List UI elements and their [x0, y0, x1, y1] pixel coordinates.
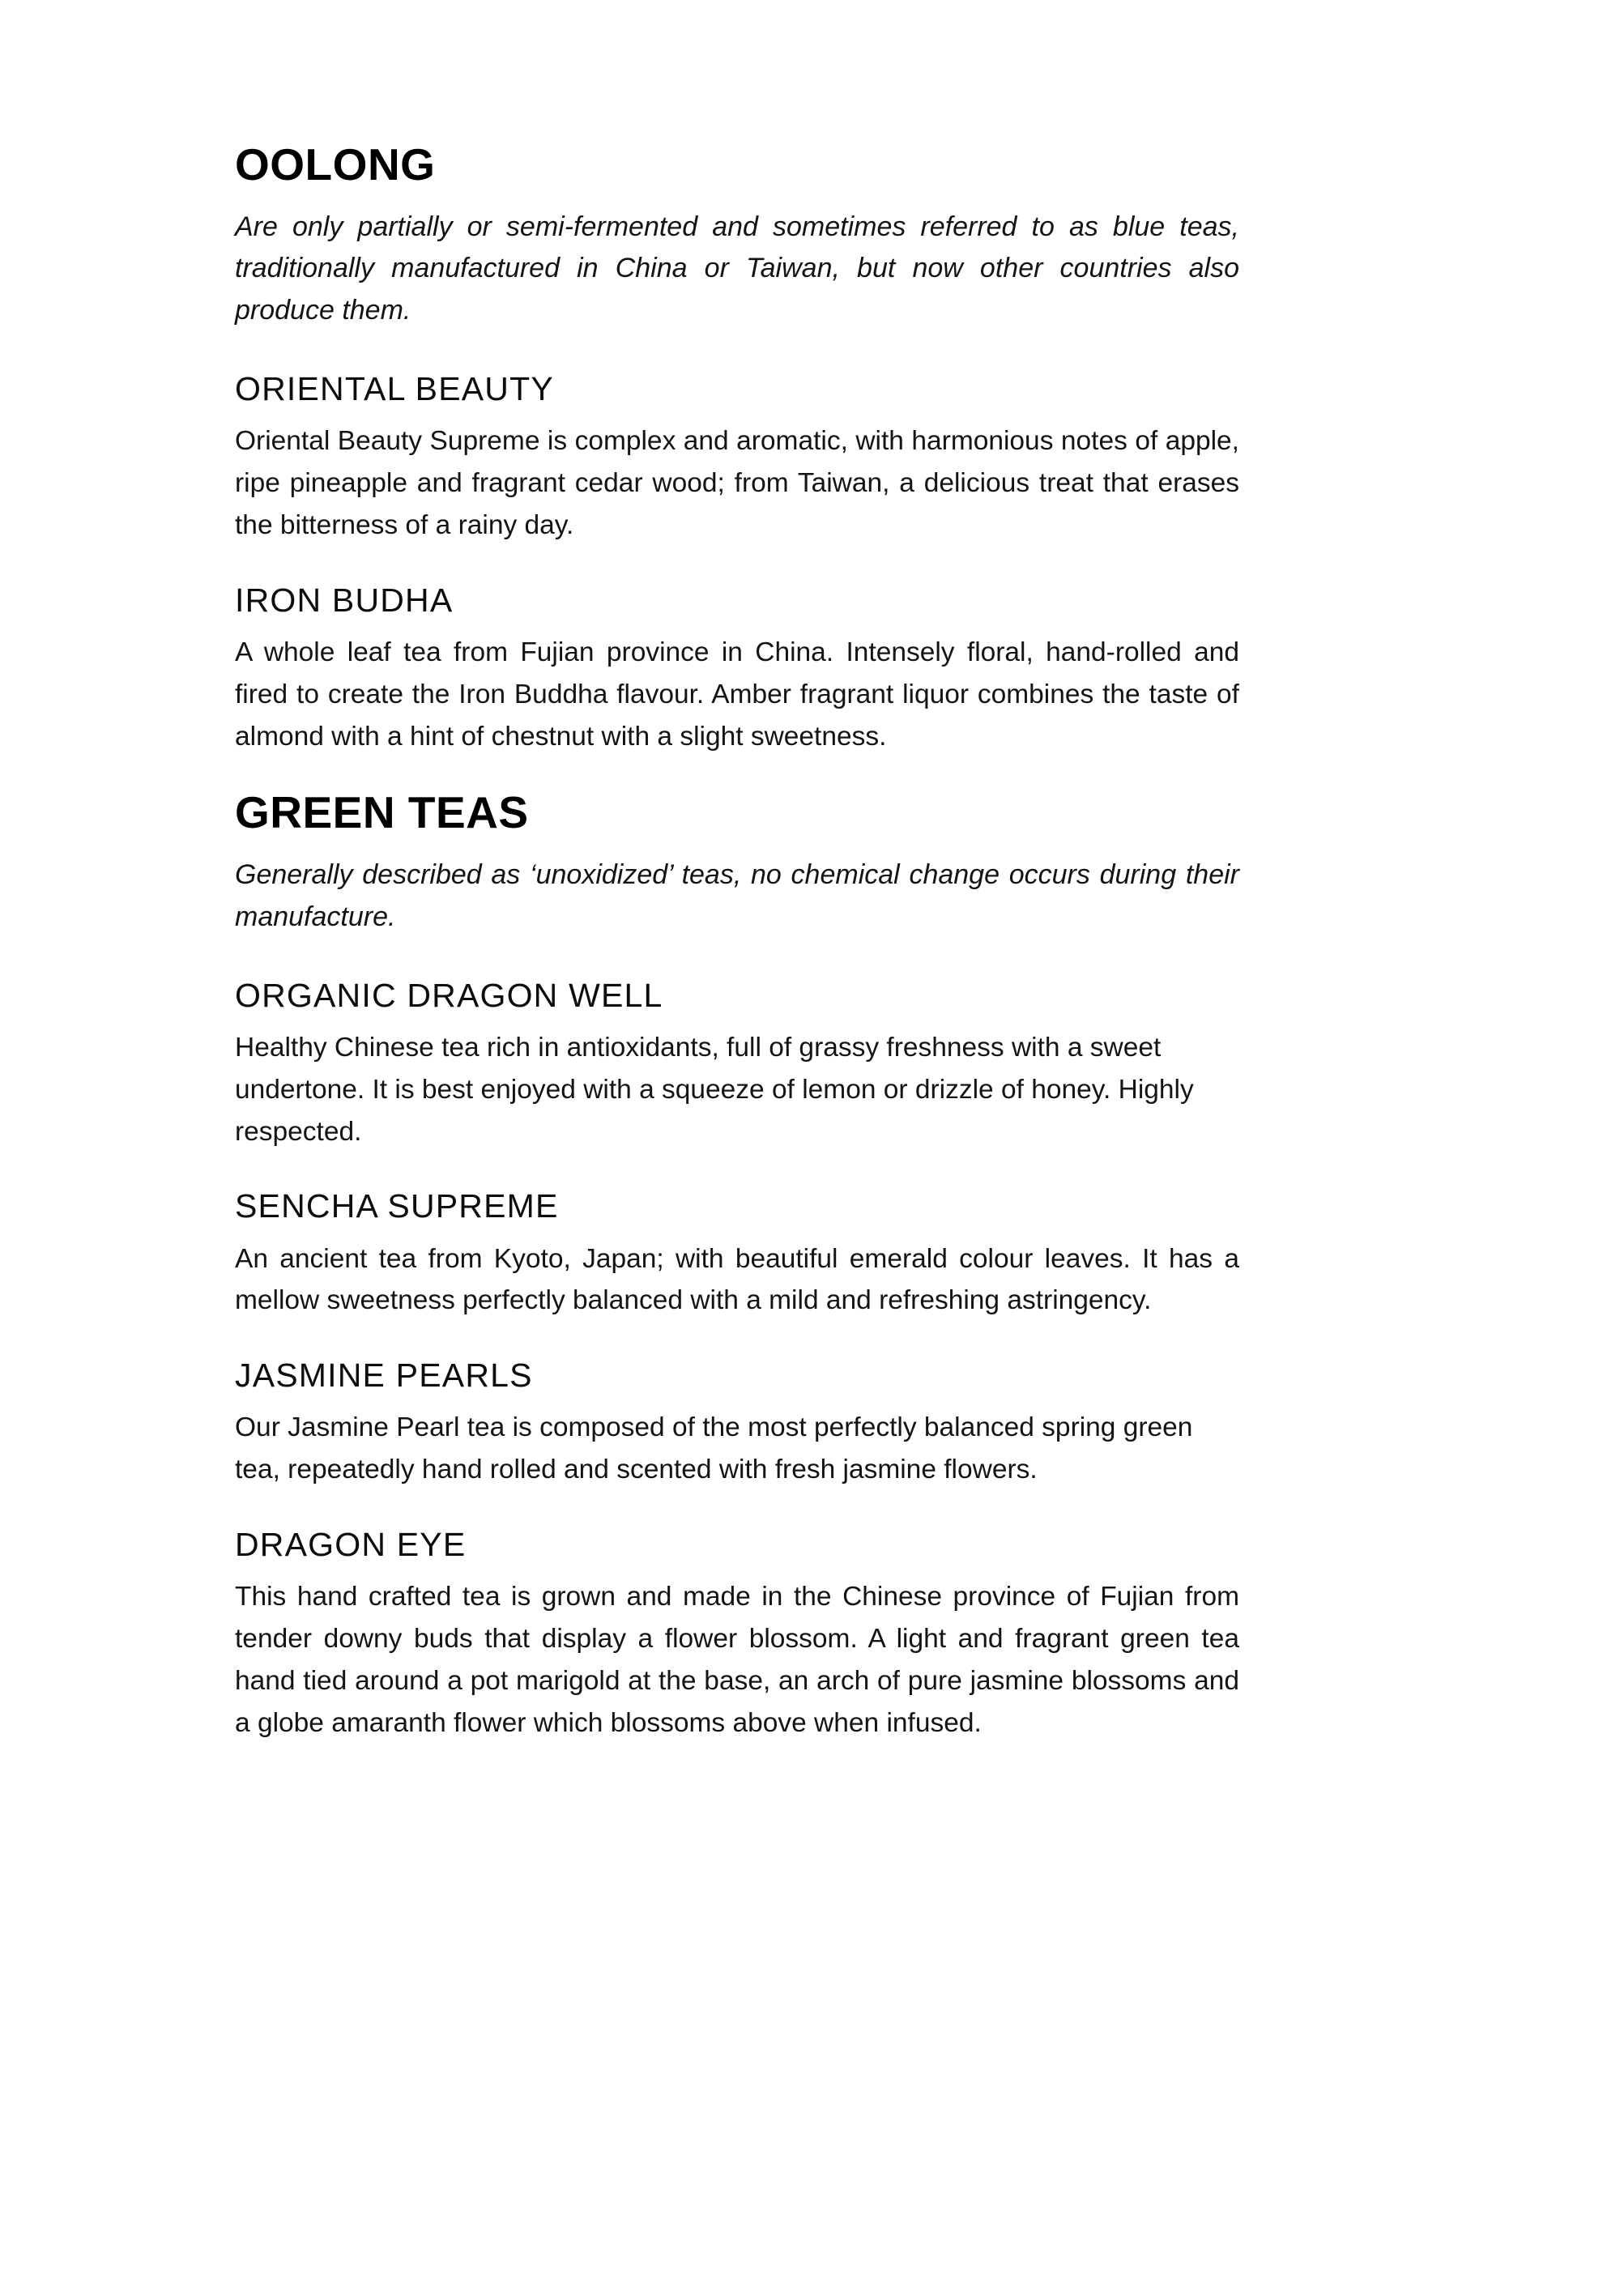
- item-title: ORIENTAL BEAUTY: [235, 369, 554, 407]
- section-oolong: [235, 139, 1239, 757]
- item-title: ORGANIC DRAGON WELL: [235, 976, 663, 1014]
- menu-item: [235, 582, 1239, 758]
- item-title: JASMINE PEARLS: [235, 1357, 533, 1395]
- section-intro: Generally described as ‘unoxidized’ teas, no chemical change occurs during their manufacture.: [235, 859, 1239, 932]
- item-description: A whole leaf tea from Fujian province in China. Intensely floral, hand-rolled and fired to create the Iron Buddha flavour. Amber fragrant liquor combines the taste of almond with a hint of chestnut with a slight sweetness.: [235, 637, 1239, 752]
- menu-item: [235, 1527, 1239, 1744]
- item-title: SENCHA SUPREME: [235, 1187, 559, 1225]
- item-description: An ancient tea from Kyoto, Japan; with beautiful emerald colour leaves. It has a mellow sweetness perfectly balanced with a mild and refreshing astringency.: [235, 1243, 1239, 1316]
- section-heading: OOLONG: [235, 139, 436, 190]
- section-intro: Are only partially or semi-fermented and sometimes referred to as blue teas, traditionally manufactured in China or Taiwan, but now other countries also produce them.: [235, 211, 1239, 326]
- item-title: DRAGON EYE: [235, 1526, 467, 1564]
- item-title: IRON BUDHA: [235, 581, 454, 619]
- item-description: Healthy Chinese tea rich in antioxidants, full of grassy freshness with a sweet undertone. It is best enjoyed with a squeeze of lemon or drizzle of honey. Highly respected.: [235, 1032, 1194, 1147]
- document-content: [235, 139, 1239, 1744]
- item-description: Our Jasmine Pearl tea is composed of the most perfectly balanced spring green tea, repeatedly hand rolled and scented with fresh jasmine flowers.: [235, 1412, 1193, 1485]
- section-green-teas: [235, 787, 1239, 1744]
- menu-item: [235, 1188, 1239, 1322]
- menu-item: [235, 371, 1239, 547]
- menu-item: [235, 978, 1239, 1153]
- section-heading: GREEN TEAS: [235, 787, 529, 838]
- item-description: This hand crafted tea is grown and made in the Chinese province of Fujian from tender downy buds that display a flower blossom. A light and fragrant green tea hand tied around a pot marigold at the base, an arch of pure jasmine blossoms and a globe amaranth flower which blossoms above when infused.: [235, 1582, 1239, 1739]
- menu-item: [235, 1357, 1239, 1491]
- item-description: Oriental Beauty Supreme is complex and aromatic, with harmonious notes of apple, ripe pineapple and fragrant cedar wood; from Taiwan, a delicious treat that erases the bitterness of a rainy day.: [235, 425, 1239, 540]
